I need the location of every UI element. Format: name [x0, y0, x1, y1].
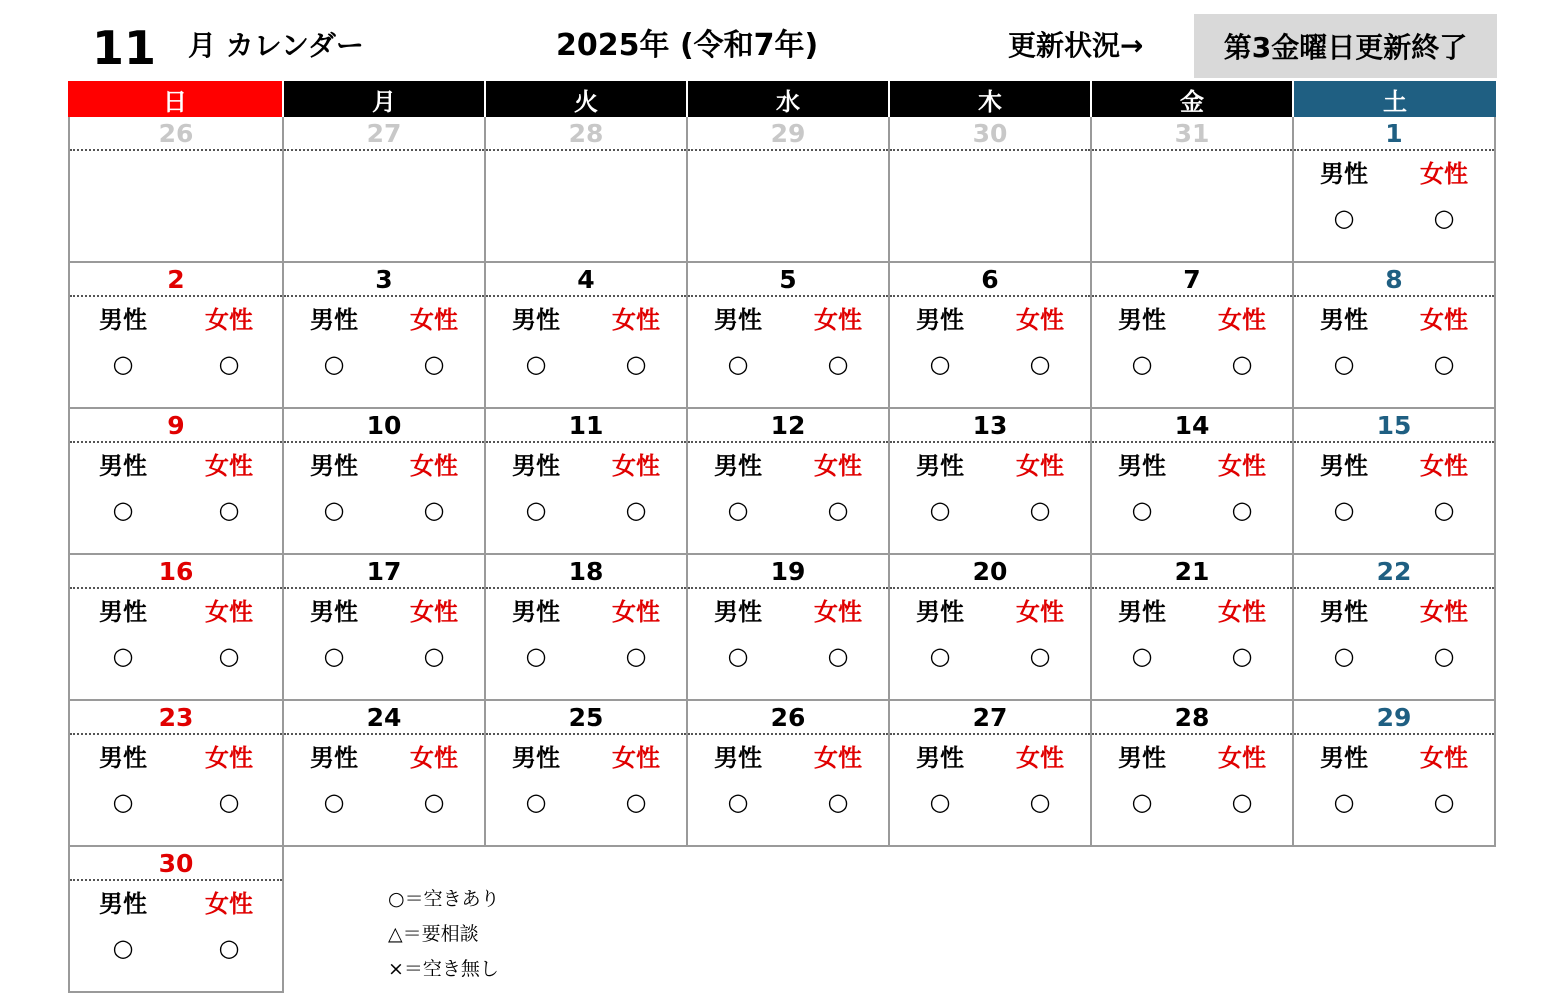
day-cell [890, 117, 1092, 263]
male-availability: ○ [1131, 350, 1153, 378]
empty-cell [1294, 847, 1496, 993]
day-number: 7 [1092, 263, 1292, 297]
weekday-sunday: 日 [68, 81, 284, 117]
day-number: 28 [1092, 701, 1292, 735]
male-label: 男性 [99, 597, 147, 626]
gender-labels [70, 883, 282, 919]
male-availability: ○ [323, 350, 345, 378]
weekday-saturday: 土 [1294, 81, 1496, 117]
male-availability: ○ [1333, 204, 1355, 232]
day-number: 3 [284, 263, 484, 297]
day-cell [486, 555, 688, 701]
male-label: 男性 [99, 451, 147, 480]
availability-marks [70, 481, 282, 539]
male-availability: ○ [1333, 642, 1355, 670]
female-label: 女性 [814, 451, 862, 480]
gender-labels [688, 445, 888, 481]
female-availability: ○ [218, 934, 240, 962]
female-label: 女性 [205, 305, 253, 334]
day-cell [890, 409, 1092, 555]
availability-marks [284, 481, 484, 539]
day-cell [1092, 701, 1294, 847]
gender-labels [70, 737, 282, 773]
male-label: 男性 [310, 743, 358, 772]
empty-cell [890, 847, 1092, 993]
female-label: 女性 [612, 743, 660, 772]
day-cell [1092, 263, 1294, 409]
male-availability: ○ [1333, 350, 1355, 378]
gender-labels [70, 299, 282, 335]
female-label: 女性 [205, 597, 253, 626]
female-availability: ○ [423, 496, 445, 524]
availability-marks [1294, 627, 1494, 685]
male-label: 男性 [916, 305, 964, 334]
availability-marks [890, 481, 1090, 539]
day-number: 31 [1092, 117, 1292, 151]
day-number: 24 [284, 701, 484, 735]
gender-labels [284, 737, 484, 773]
day-cell [284, 263, 486, 409]
male-availability: ○ [727, 788, 749, 816]
day-number: 27 [284, 117, 484, 151]
gender-labels [284, 445, 484, 481]
gender-labels [688, 299, 888, 335]
day-cell [1294, 409, 1496, 555]
male-label: 男性 [1320, 159, 1368, 188]
female-label: 女性 [814, 305, 862, 334]
female-label: 女性 [1218, 743, 1266, 772]
male-label: 男性 [310, 305, 358, 334]
availability-marks [70, 773, 282, 831]
male-availability: ○ [929, 788, 951, 816]
male-availability: ○ [323, 788, 345, 816]
legend-available: ○＝空きあり [388, 888, 500, 910]
day-number: 11 [486, 409, 686, 443]
male-availability: ○ [929, 496, 951, 524]
male-availability: ○ [112, 642, 134, 670]
male-label: 男性 [99, 743, 147, 772]
day-cell [486, 701, 688, 847]
legend-consult: △＝要相談 [388, 923, 479, 945]
day-number: 20 [890, 555, 1090, 589]
day-number: 19 [688, 555, 888, 589]
availability-marks [688, 627, 888, 685]
male-label: 男性 [1118, 305, 1166, 334]
day-cell [284, 409, 486, 555]
day-cell [688, 555, 890, 701]
day-number: 22 [1294, 555, 1494, 589]
female-label: 女性 [814, 597, 862, 626]
day-cell [688, 701, 890, 847]
female-label: 女性 [1016, 597, 1064, 626]
availability-marks [486, 773, 686, 831]
weekday-thursday: 木 [890, 81, 1092, 117]
availability-marks [70, 335, 282, 393]
gender-labels [284, 299, 484, 335]
female-label: 女性 [410, 743, 458, 772]
weekday-tuesday: 火 [486, 81, 688, 117]
day-cell [890, 701, 1092, 847]
day-number: 6 [890, 263, 1090, 297]
female-label: 女性 [612, 597, 660, 626]
male-availability: ○ [112, 350, 134, 378]
year-label: 2025年 (令和7年) [556, 28, 819, 63]
gender-labels [70, 591, 282, 627]
calendar-title: 月 カレンダー [188, 29, 364, 62]
day-number: 4 [486, 263, 686, 297]
female-availability: ○ [1029, 642, 1051, 670]
day-number: 26 [70, 117, 282, 151]
day-number: 29 [1294, 701, 1494, 735]
male-label: 男性 [310, 451, 358, 480]
gender-labels [688, 591, 888, 627]
gender-labels [1294, 445, 1494, 481]
female-label: 女性 [1016, 451, 1064, 480]
day-cell [688, 409, 890, 555]
day-cell [284, 555, 486, 701]
gender-labels [486, 445, 686, 481]
gender-labels [284, 591, 484, 627]
availability-marks [284, 335, 484, 393]
availability-marks [1294, 773, 1494, 831]
availability-marks [1294, 335, 1494, 393]
gender-labels [1294, 737, 1494, 773]
male-label: 男性 [310, 597, 358, 626]
male-label: 男性 [1320, 451, 1368, 480]
male-availability: ○ [525, 788, 547, 816]
female-label: 女性 [410, 305, 458, 334]
female-availability: ○ [218, 788, 240, 816]
female-label: 女性 [1420, 597, 1468, 626]
male-availability: ○ [929, 350, 951, 378]
availability-marks [486, 335, 686, 393]
gender-labels [1294, 299, 1494, 335]
male-label: 男性 [512, 743, 560, 772]
gender-labels [1294, 591, 1494, 627]
male-availability: ○ [727, 642, 749, 670]
gender-labels [890, 591, 1090, 627]
male-label: 男性 [714, 451, 762, 480]
empty-cell [688, 847, 890, 993]
female-label: 女性 [612, 305, 660, 334]
availability-marks [1092, 773, 1292, 831]
female-availability: ○ [1433, 788, 1455, 816]
male-label: 男性 [916, 743, 964, 772]
male-availability: ○ [929, 642, 951, 670]
female-availability: ○ [1029, 350, 1051, 378]
male-availability: ○ [112, 788, 134, 816]
availability-marks [486, 481, 686, 539]
day-number: 30 [890, 117, 1090, 151]
female-availability: ○ [827, 642, 849, 670]
gender-labels [1092, 737, 1292, 773]
male-label: 男性 [714, 597, 762, 626]
female-label: 女性 [1420, 451, 1468, 480]
gender-labels [688, 737, 888, 773]
male-label: 男性 [1118, 451, 1166, 480]
gender-labels [1092, 445, 1292, 481]
female-label: 女性 [1420, 743, 1468, 772]
male-availability: ○ [727, 496, 749, 524]
availability-marks [70, 627, 282, 685]
male-label: 男性 [1320, 305, 1368, 334]
availability-marks [1092, 481, 1292, 539]
update-status-value: 第3金曜日更新終了 [1194, 14, 1497, 78]
day-cell [890, 555, 1092, 701]
female-label: 女性 [814, 743, 862, 772]
male-availability: ○ [323, 496, 345, 524]
availability-marks [688, 335, 888, 393]
male-availability: ○ [525, 350, 547, 378]
female-availability: ○ [423, 788, 445, 816]
female-availability: ○ [1029, 788, 1051, 816]
day-number: 30 [70, 847, 282, 881]
gender-labels [486, 591, 686, 627]
male-label: 男性 [714, 743, 762, 772]
day-cell [68, 409, 284, 555]
male-availability: ○ [1131, 788, 1153, 816]
availability-marks [1294, 189, 1494, 247]
gender-labels [1092, 299, 1292, 335]
availability-marks [688, 481, 888, 539]
male-availability: ○ [727, 350, 749, 378]
weekday-header-row [68, 81, 1496, 117]
day-number: 23 [70, 701, 282, 735]
day-cell [1092, 409, 1294, 555]
male-label: 男性 [512, 451, 560, 480]
weekday-wednesday: 水 [688, 81, 890, 117]
availability-marks [1092, 627, 1292, 685]
female-availability: ○ [625, 788, 647, 816]
availability-marks [1092, 335, 1292, 393]
day-cell [68, 555, 284, 701]
male-label: 男性 [714, 305, 762, 334]
female-availability: ○ [1231, 350, 1253, 378]
female-availability: ○ [625, 496, 647, 524]
day-number: 10 [284, 409, 484, 443]
male-label: 男性 [99, 889, 147, 918]
empty-cell [1092, 847, 1294, 993]
day-cell [68, 701, 284, 847]
female-label: 女性 [1218, 305, 1266, 334]
male-label: 男性 [512, 305, 560, 334]
day-number: 16 [70, 555, 282, 589]
day-number: 25 [486, 701, 686, 735]
female-label: 女性 [1420, 159, 1468, 188]
female-label: 女性 [1218, 451, 1266, 480]
female-availability: ○ [218, 642, 240, 670]
female-label: 女性 [410, 451, 458, 480]
availability-marks [890, 773, 1090, 831]
female-availability: ○ [1433, 642, 1455, 670]
day-cell [68, 263, 284, 409]
gender-labels [1092, 591, 1292, 627]
day-number: 12 [688, 409, 888, 443]
day-number: 26 [688, 701, 888, 735]
male-availability: ○ [1131, 496, 1153, 524]
male-label: 男性 [99, 305, 147, 334]
day-number: 1 [1294, 117, 1494, 151]
male-label: 男性 [512, 597, 560, 626]
male-label: 男性 [916, 451, 964, 480]
female-availability: ○ [218, 496, 240, 524]
availability-marks [284, 773, 484, 831]
female-availability: ○ [1231, 496, 1253, 524]
gender-labels [70, 445, 282, 481]
day-number: 2 [70, 263, 282, 297]
day-cell [1294, 263, 1496, 409]
day-cell [68, 847, 284, 993]
female-availability: ○ [218, 350, 240, 378]
gender-labels [890, 299, 1090, 335]
female-label: 女性 [205, 451, 253, 480]
male-availability: ○ [112, 934, 134, 962]
male-availability: ○ [1333, 788, 1355, 816]
female-availability: ○ [827, 788, 849, 816]
availability-marks [284, 627, 484, 685]
male-label: 男性 [1118, 597, 1166, 626]
day-number: 29 [688, 117, 888, 151]
female-availability: ○ [625, 350, 647, 378]
female-availability: ○ [1433, 496, 1455, 524]
male-availability: ○ [525, 642, 547, 670]
day-cell [890, 263, 1092, 409]
day-number: 14 [1092, 409, 1292, 443]
day-number: 15 [1294, 409, 1494, 443]
day-cell [68, 117, 284, 263]
availability-marks [1294, 481, 1494, 539]
gender-labels [1294, 153, 1494, 189]
empty-cell [486, 847, 688, 993]
availability-marks [70, 919, 282, 977]
day-cell [1294, 701, 1496, 847]
female-availability: ○ [827, 496, 849, 524]
male-availability: ○ [1131, 642, 1153, 670]
male-availability: ○ [1333, 496, 1355, 524]
day-cell [1092, 117, 1294, 263]
day-number: 13 [890, 409, 1090, 443]
day-number: 5 [688, 263, 888, 297]
male-availability: ○ [525, 496, 547, 524]
update-status-label: 更新状況→ [1008, 29, 1144, 62]
day-cell [486, 117, 688, 263]
female-label: 女性 [410, 597, 458, 626]
calendar-grid [68, 117, 1496, 993]
day-cell [688, 263, 890, 409]
day-number: 27 [890, 701, 1090, 735]
day-number: 21 [1092, 555, 1292, 589]
male-label: 男性 [1320, 743, 1368, 772]
legend-unavailable: ×＝空き無し [388, 958, 499, 980]
day-cell [1092, 555, 1294, 701]
female-availability: ○ [423, 350, 445, 378]
female-availability: ○ [1433, 204, 1455, 232]
male-label: 男性 [1320, 597, 1368, 626]
female-availability: ○ [423, 642, 445, 670]
month-number: 11 [92, 21, 157, 75]
female-availability: ○ [1231, 788, 1253, 816]
male-label: 男性 [1118, 743, 1166, 772]
day-cell [486, 409, 688, 555]
gender-labels [486, 299, 686, 335]
day-number: 8 [1294, 263, 1494, 297]
female-label: 女性 [205, 889, 253, 918]
gender-labels [890, 445, 1090, 481]
female-label: 女性 [1016, 743, 1064, 772]
day-number: 18 [486, 555, 686, 589]
female-label: 女性 [612, 451, 660, 480]
day-number: 17 [284, 555, 484, 589]
day-cell [1294, 555, 1496, 701]
gender-labels [890, 737, 1090, 773]
female-label: 女性 [1420, 305, 1468, 334]
gender-labels [486, 737, 686, 773]
male-availability: ○ [112, 496, 134, 524]
day-cell [284, 701, 486, 847]
availability-marks [890, 627, 1090, 685]
weekday-monday: 月 [284, 81, 486, 117]
female-availability: ○ [1433, 350, 1455, 378]
availability-marks [688, 773, 888, 831]
day-cell [284, 117, 486, 263]
day-cell [688, 117, 890, 263]
female-label: 女性 [205, 743, 253, 772]
female-availability: ○ [827, 350, 849, 378]
day-cell [1294, 117, 1496, 263]
day-number: 9 [70, 409, 282, 443]
female-availability: ○ [1231, 642, 1253, 670]
availability-marks [890, 335, 1090, 393]
day-cell [486, 263, 688, 409]
availability-legend [388, 882, 500, 987]
female-label: 女性 [1016, 305, 1064, 334]
female-label: 女性 [1218, 597, 1266, 626]
availability-marks [486, 627, 686, 685]
day-number: 28 [486, 117, 686, 151]
weekday-friday: 金 [1092, 81, 1294, 117]
male-availability: ○ [323, 642, 345, 670]
female-availability: ○ [625, 642, 647, 670]
male-label: 男性 [916, 597, 964, 626]
female-availability: ○ [1029, 496, 1051, 524]
